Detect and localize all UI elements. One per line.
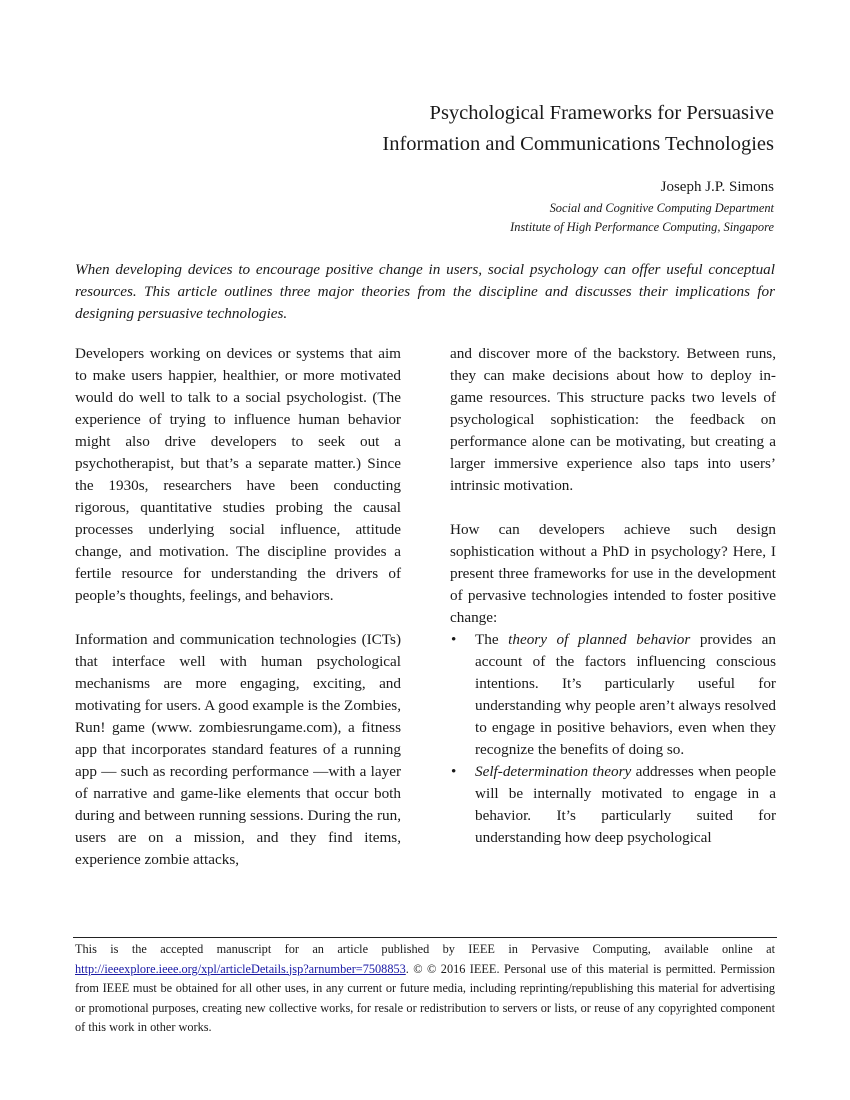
body-paragraph-4: How can developers achieve such design sophistication without a PhD in psychology? Here, I present three frameworks for use in the development of pervasive technologies intended to foster positive change: (450, 521, 776, 626)
author-institute: Institute of High Performance Computing, Singapore (510, 220, 774, 234)
author-department: Social and Cognitive Computing Department (549, 201, 774, 215)
paper-title (214, 98, 774, 160)
footer-text-after-link: . © © 2016 IEEE. Personal use of this material is permitted. Permission from IEEE must be obtained for all other uses, in any current or future media, including reprinting/republishing this material for advertising or promotional purposes, creating new collective works, for resale or redistribution to servers or lists, or reuse of any copyrighted component of this work in other works. (75, 961, 775, 1034)
abstract: When developing devices to encourage positive change in users, social psychology can offer useful conceptual resources. This article outlines three major theories from the discipline and discusses their implications for designing persuasive technologies. (75, 261, 775, 322)
left-column (75, 343, 401, 871)
title-line-1: Psychological Frameworks for Persuasive (429, 102, 774, 124)
body-paragraph-2: Information and communication technologies (ICTs) that interface well with human psychological mechanisms are more engaging, exciting, and motivating for users. A good example is the Zombies, Run! game (www. zombiesrungame.com), a fitness app that incorporates standard features of a running app — such as recording performance —with a layer of narrative and game-like elements that occur both during and between running sessions. During the run, users are on a mission, and they find items, experience zombie attacks, (75, 631, 401, 868)
copyright-footer (75, 940, 775, 1038)
bullet-icon: • (451, 631, 457, 648)
bullet-icon: • (451, 763, 457, 780)
footer-text-before-link: This is the accepted manuscript for an article published by IEEE in Pervasive Computing, available online at (75, 942, 775, 956)
term-self-determination: Self-determination theory (475, 763, 632, 780)
term-planned-behavior: theory of planned behavior (508, 631, 691, 648)
footer-divider (73, 937, 777, 938)
body-paragraph-3: and discover more of the backstory. Between runs, they can make decisions about how to deploy in-game resources. This structure packs two levels of psychological sophistication: the feedback on performance alone can be motivating, but creating a larger immersive experience also taps into users’ intrinsic motivation. (450, 345, 776, 494)
title-line-2: Information and Communications Technologies (382, 133, 774, 155)
body-paragraph-1: Developers working on devices or systems that aim to make users happier, healthier, or more motivated would do well to talk to a social psychologist. (The experience of trying to influence human behavior might also drive developers to seek out a psychotherapist, but that’s a separate matter.) Since the 1930s, researchers have been conducting rigorous, quantitative studies probing the causal processes underlying social influence, attitude change, and motivation. The discipline provides a fertile resource for understanding the drivers of people’s thoughts, feelings, and behaviors. (75, 345, 401, 604)
bullet-item-planned-behavior: • The theory of planned behavior provides an account of the factors influencing conscious intentions. It’s particularly useful for understanding why people aren’t always resolved to engage in positive behaviors, even when they recognize the benefits of doing so. (451, 631, 777, 758)
bullet-item-self-determination: • Self-determination theory addresses when people will be internally motivated to engage in a behavior. It’s particularly suited for understanding how deep psychological (451, 763, 776, 846)
right-column (450, 343, 776, 849)
author-name: Joseph J.P. Simons (660, 179, 774, 195)
ieee-article-link[interactable]: http://ieeexplore.ieee.org/xpl/articleDetails.jsp?arnumber=7508853 (75, 961, 406, 976)
